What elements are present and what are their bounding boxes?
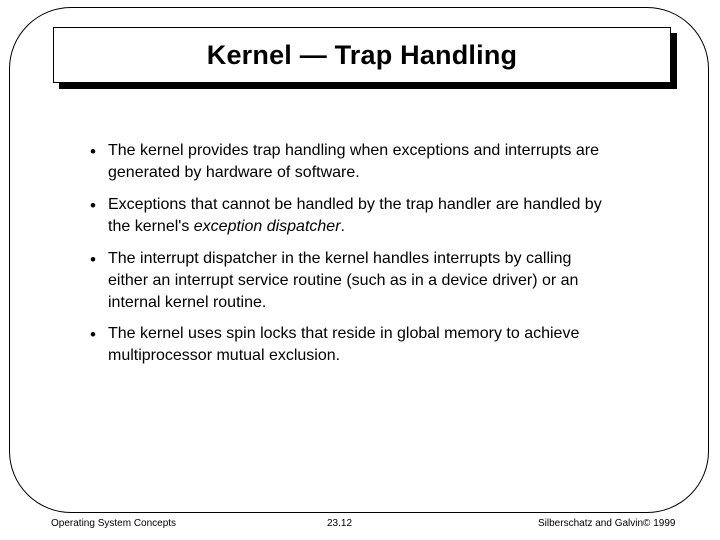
- slide-title: Kernel — Trap Handling: [206, 39, 518, 70]
- bullet-text-italic: exception dispatcher: [193, 218, 341, 235]
- bullet-text-part: .: [340, 218, 345, 235]
- bullet-text: [108, 194, 608, 238]
- bullet-dot: •: [90, 325, 96, 344]
- bullet-dot: •: [90, 196, 96, 215]
- footer-course: Operating System Concepts: [51, 518, 177, 529]
- bullet-text: The kernel provides trap handling when exceptions and interrupts are generated by hardware of software.: [108, 142, 599, 181]
- bullet-text: The kernel uses spin locks that reside in global memory to achieve multiprocessor mutual exclusion.: [108, 325, 580, 364]
- bullet-dot: •: [90, 250, 96, 269]
- footer-copyright: Silberschatz and Galvin© 1999: [538, 518, 676, 529]
- footer-page-number: 23.12: [327, 518, 353, 529]
- bullet-text-part: Exceptions that cannot be handled by the trap handler are handled by the kernel's: [108, 196, 602, 235]
- bullet-text: The interrupt dispatcher in the kernel handles interrupts by calling either an interrupt service routine (such as in a device driver) or an internal kernel routine.: [108, 250, 579, 311]
- title-box: [53, 27, 671, 83]
- bullet-dot: •: [90, 142, 96, 161]
